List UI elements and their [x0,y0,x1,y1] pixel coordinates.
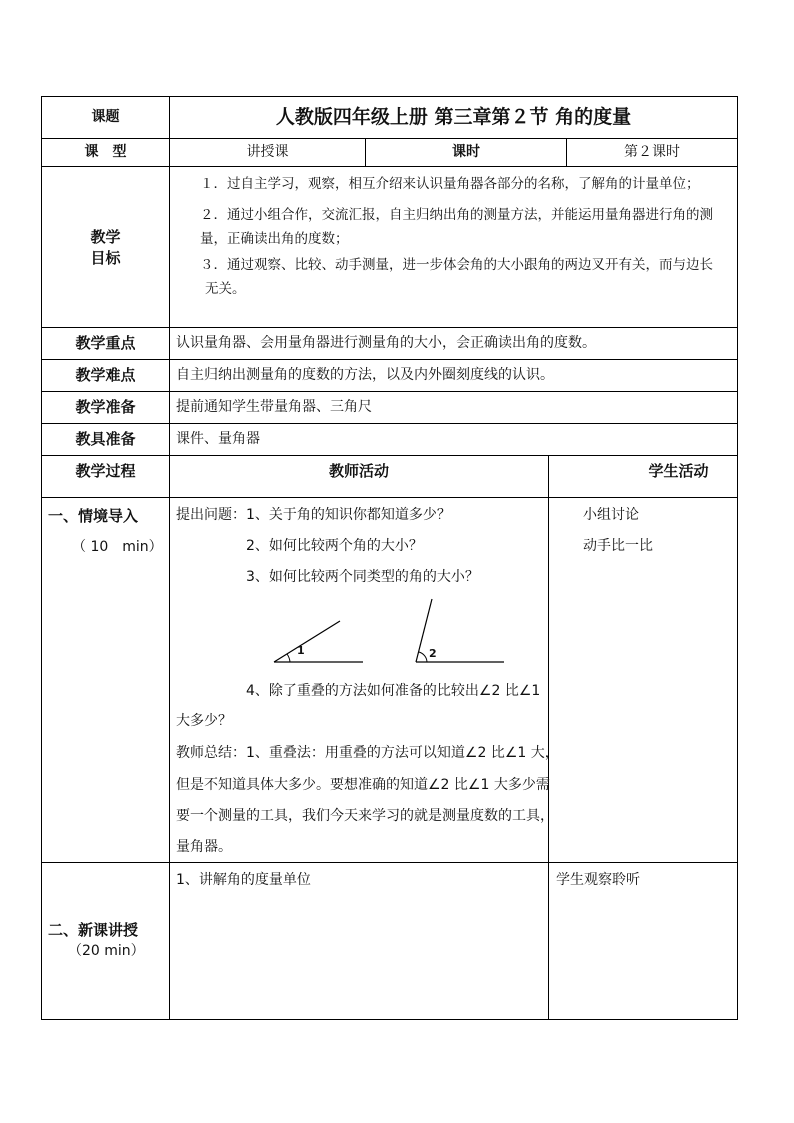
table-row-line [41,166,738,167]
table-row-line [41,138,738,139]
process-header-stage: 教学过程 [75,462,136,480]
type-value: 讲授课 [246,144,289,160]
section2-time: （20 min） [68,943,145,959]
process-header-teacher: 教师活动 [328,462,389,480]
teacher-question-2: 2、如何比较两个角的大小？ [246,538,423,554]
teacher-question-4-line1: 4、除了重叠的方法如何准备的比较出∠2 比∠1 [246,683,541,699]
teacher-question-4-line2: 大多少？ [176,713,232,729]
table-row-line [41,327,738,328]
table-row-line [41,423,738,424]
objective-item-2-line1: ２．通过小组合作，交流汇报，自主归纳出角的测量方法，并能运用量角器进行角的测 [200,207,713,223]
section2-student-item-1: 学生观察聆听 [556,872,640,888]
table-column-line [548,455,549,1019]
section1-name: 一、情境导入 [48,507,139,525]
table-border-right [737,96,738,1020]
preparation-label: 教学准备 [75,398,136,416]
period-value: 第２课时 [624,144,680,160]
key-points-value: 认识量角器、会用量角器进行测量角的大小，会正确读出角的度数。 [176,335,596,351]
type-label: 课 型 [84,144,127,160]
objective-item-1: １．过自主学习，观察，相互介绍来认识量角器各部分的名称，了解角的计量单位； [200,176,700,192]
section2-teacher-item-1: 1、讲解角的度量单位 [176,872,311,888]
teacher-question-1: 提出问题：1、关于角的知识你都知道多少？ [176,507,451,523]
angle-1-label: 1 [297,644,305,657]
topic-value: 人教版四年级上册 第三章第２节 角的度量 [275,106,632,128]
table-row-line [41,391,738,392]
table-row-line [41,359,738,360]
difficulties-value: 自主归纳出测量角的度数的方法，以及内外圈刻度线的认识。 [176,367,554,383]
section2-name: 二、新课讲授 [48,921,139,939]
period-label: 课时 [452,144,480,160]
teacher-summary-line2: 但是不知道具体大多少。要想准确的知道∠2 比∠1 大多少需 [176,777,550,793]
difficulties-label: 教学难点 [75,366,136,384]
tools-label: 教具准备 [75,430,136,448]
table-border-top [41,96,738,97]
objective-item-3-line2: 无关。 [205,281,246,297]
angle-2-label: 2 [429,647,437,660]
key-points-label: 教学重点 [75,334,136,352]
teacher-summary-line4: 量角器。 [176,839,232,855]
objective-item-3-line1: ３．通过观察、比较、动手测量，进一步体会角的大小跟角的两边叉开有关，而与边长 [200,257,713,273]
table-row-line [41,862,738,863]
table-column-line [169,96,170,1020]
teacher-summary-line3: 要一个测量的工具，我们今天来学习的就是测量度数的工具， [176,808,554,824]
teacher-summary-line1: 教师总结：1、重叠法：用重叠的方法可以知道∠2 比∠1 大， [176,745,559,761]
angle-2-figure [410,595,510,667]
topic-label: 课题 [91,109,120,125]
table-row-line [41,455,738,456]
table-border-bottom [41,1019,738,1020]
table-row-line [41,497,738,498]
preparation-value: 提前通知学生带量角器、三角尺 [176,399,372,415]
section1-time: （ 10 min） [72,539,163,555]
objective-item-2-line2: 量，正确读出角的度数； [200,231,349,247]
tools-value: 课件、量角器 [176,431,260,447]
process-header-student: 学生活动 [648,462,709,480]
student-activity-1: 小组讨论 [583,507,639,523]
objectives-label-line1: 教学 [90,228,121,246]
teacher-question-3: 3、如何比较两个同类型的角的大小？ [246,569,479,585]
angle-1-figure [270,615,370,667]
objectives-label-line2: 目标 [90,249,121,267]
student-activity-2: 动手比一比 [583,538,653,554]
